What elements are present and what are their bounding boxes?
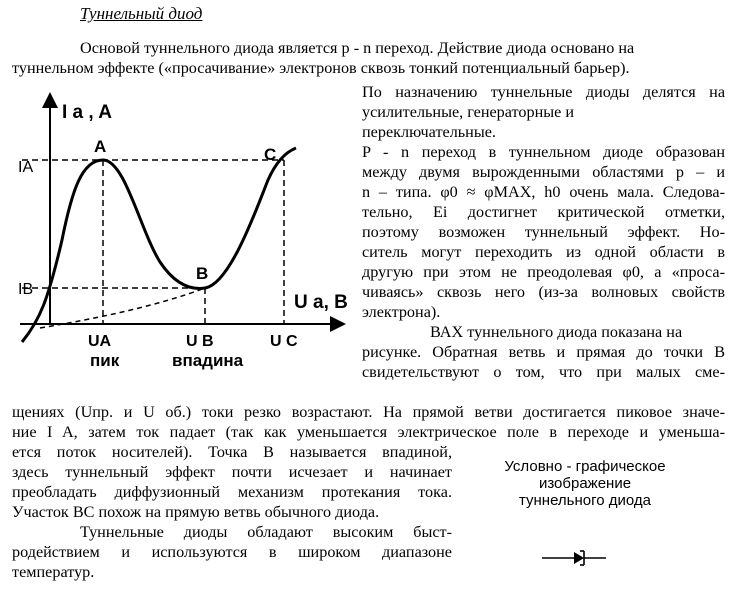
text-line: щениях (Uпр. и U об.) токи резко возрастают. На прямой ветви достигается пиковое значе- bbox=[12, 403, 725, 421]
uc-label: U C bbox=[270, 333, 298, 350]
ib-label: IB bbox=[18, 281, 34, 298]
point-a-label: A bbox=[94, 137, 107, 156]
text-line: тельно, Ei достигнет критической отметки, bbox=[362, 203, 725, 221]
valley-label: впадина bbox=[172, 351, 244, 370]
document-title: Туннельный диод bbox=[80, 4, 203, 23]
diffusion-curve bbox=[40, 288, 205, 328]
point-b-label: B bbox=[196, 264, 209, 283]
text-line: рисунке. Обратная ветвь и прямая до точки В bbox=[362, 343, 725, 361]
text-line: ситель могут переходить из одной области в bbox=[362, 243, 725, 261]
text-line: ВАХ туннельного диода показана на bbox=[430, 323, 683, 341]
text-line: усилительные, генераторные и bbox=[362, 103, 575, 121]
full-width-block bbox=[12, 402, 725, 442]
text-line: чиваясь» сквозь него (из-за волновых свойств bbox=[362, 283, 725, 301]
ub-label: U B bbox=[186, 333, 214, 350]
vax-graph bbox=[10, 86, 360, 376]
text-line: n – типа. φ0 ≈ φMAX, h0 очень мала. Следова- bbox=[362, 183, 725, 201]
x-axis-label: U a, B bbox=[294, 292, 348, 313]
text-line: между двумя вырожденными областями р – и bbox=[362, 163, 725, 181]
text-line: свидетельствуют о том, что при малых сме- bbox=[362, 363, 725, 381]
vax-curve bbox=[22, 148, 296, 342]
ua-label: UA bbox=[88, 333, 112, 350]
point-c-label: C bbox=[264, 145, 277, 164]
text-line: здесь туннельный эффект почти исчезает и начинает bbox=[12, 463, 452, 481]
text-line: поэтому возможен туннельный эффект. Но- bbox=[362, 223, 725, 241]
text-line: температур. bbox=[12, 563, 95, 581]
text-line: По назначению туннельные диоды делятся на bbox=[362, 83, 725, 101]
y-axis-label: I a , A bbox=[62, 102, 112, 123]
caption-line: туннельного диода bbox=[518, 492, 652, 509]
ia-label: IA bbox=[18, 159, 34, 176]
text-line: преобладать диффузионный механизм протекания тока. bbox=[12, 483, 452, 501]
intro-line-2: туннельном эффекте («просачивание» электронов сквозь тонкий потенциальный барьер). bbox=[12, 59, 630, 77]
text-line: P - n переход в туннельном диоде образован bbox=[362, 143, 725, 161]
text-line: ется поток носителей). Точка В называется впадиной, bbox=[12, 443, 452, 461]
text-line: ние I A, затем ток падает (так как уменьшается электрическое поле в переходе и уменьша- bbox=[12, 423, 725, 441]
text-line: переключательные. bbox=[362, 123, 496, 141]
tunnel-diode-symbol-icon bbox=[540, 546, 610, 570]
text-line: другую при этом не преодолевая φ0, а «проса- bbox=[362, 263, 725, 281]
text-line: Туннельные диоды обладают высоким быст- bbox=[80, 523, 452, 541]
peak-label: пик bbox=[90, 351, 120, 370]
intro-line-1: Основой туннельного диода является p - n переход. Действие диода основано на bbox=[80, 39, 635, 57]
caption-line: изображение bbox=[538, 475, 632, 492]
caption-line: Условно - графическое bbox=[504, 458, 666, 475]
text-line: родействием и используются в широком диапазоне bbox=[12, 543, 452, 561]
left-bottom-block bbox=[12, 442, 452, 582]
right-column bbox=[362, 82, 725, 382]
text-line: электрона). bbox=[362, 303, 441, 321]
symbol-caption bbox=[485, 458, 685, 509]
text-line: Участок ВС похож на прямую ветвь обычного диода. bbox=[12, 503, 380, 521]
